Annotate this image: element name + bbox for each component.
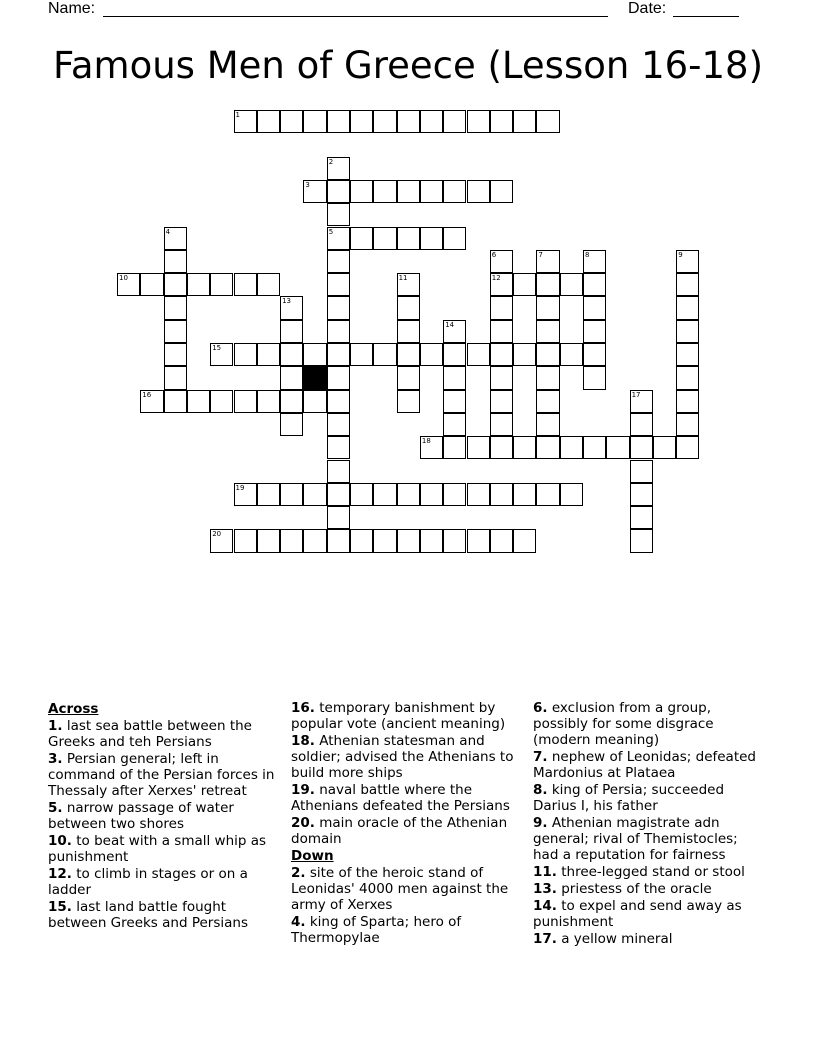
grid-cell[interactable]: [327, 157, 350, 180]
grid-cell[interactable]: [583, 320, 606, 343]
grid-cell[interactable]: [490, 390, 513, 413]
grid-cell[interactable]: [303, 110, 326, 133]
grid-cell[interactable]: [583, 366, 606, 389]
grid-cell[interactable]: [373, 343, 396, 366]
grid-cell[interactable]: [280, 366, 303, 389]
down-clue: 8. king of Persia; succeeded Darius I, his father: [533, 782, 725, 814]
grid-cell[interactable]: [327, 180, 350, 203]
grid-cell[interactable]: [676, 343, 699, 366]
grid-cell[interactable]: [630, 460, 653, 483]
grid-cell[interactable]: [234, 273, 257, 296]
grid-cell[interactable]: [676, 296, 699, 319]
grid-cell[interactable]: [536, 343, 559, 366]
grid-cell[interactable]: [443, 390, 466, 413]
grid-cell[interactable]: [327, 343, 350, 366]
grid-cell[interactable]: [327, 460, 350, 483]
grid-cell[interactable]: [420, 529, 443, 552]
grid-cell[interactable]: [490, 483, 513, 506]
grid-cell[interactable]: [234, 529, 257, 552]
across-clue: 12. to climb in stages or on a ladder: [48, 866, 248, 898]
clue-number: 12: [491, 274, 501, 283]
grid-cell[interactable]: [653, 436, 676, 459]
grid-cell[interactable]: [583, 296, 606, 319]
down-clue: 4. king of Sparta; hero of Thermopylae: [291, 914, 462, 946]
grid-cell[interactable]: [676, 250, 699, 273]
grid-cell[interactable]: [513, 529, 536, 552]
across-clue: 15. last land battle fought between Greeks and Persians: [48, 899, 248, 931]
grid-cell[interactable]: [397, 366, 420, 389]
grid-cell[interactable]: [257, 483, 280, 506]
grid-cell[interactable]: [443, 529, 466, 552]
grid-cell[interactable]: [397, 390, 420, 413]
clue-list: [48, 700, 778, 960]
grid-cell[interactable]: [140, 273, 163, 296]
name-label: Name:: [48, 0, 96, 17]
clue-number: 8: [585, 250, 590, 259]
grid-cell[interactable]: [583, 343, 606, 366]
across-clue: 16. temporary banishment by popular vote (ancient meaning): [291, 700, 506, 732]
grid-cell[interactable]: [606, 436, 629, 459]
grid-cell[interactable]: [280, 529, 303, 552]
grid-cell[interactable]: [630, 483, 653, 506]
grid-cell[interactable]: [397, 273, 420, 296]
grid-cell[interactable]: [536, 366, 559, 389]
grid-cell[interactable]: [676, 436, 699, 459]
grid-cell[interactable]: [443, 320, 466, 343]
grid-cell[interactable]: [420, 483, 443, 506]
clue-number: 11: [398, 274, 408, 283]
grid-cell[interactable]: [350, 227, 373, 250]
grid-cell[interactable]: [467, 436, 490, 459]
grid-cell[interactable]: [490, 250, 513, 273]
clue-number: 9: [678, 250, 683, 259]
down-clue: 17. a yellow mineral: [533, 931, 673, 947]
clue-column-2: [291, 700, 523, 946]
grid-cell[interactable]: [420, 436, 443, 459]
grid-cell[interactable]: [373, 180, 396, 203]
grid-cell[interactable]: [327, 296, 350, 319]
grid-cell[interactable]: [583, 436, 606, 459]
grid-cell[interactable]: [187, 273, 210, 296]
grid-cell[interactable]: [327, 366, 350, 389]
across-clue: 1. last sea battle between the Greeks and teh Persians: [48, 718, 252, 750]
grid-cell[interactable]: [327, 203, 350, 226]
grid-cell[interactable]: [536, 320, 559, 343]
grid-cell[interactable]: [676, 366, 699, 389]
grid-cell[interactable]: [443, 366, 466, 389]
grid-cell[interactable]: [513, 483, 536, 506]
grid-cell[interactable]: [350, 529, 373, 552]
grid-cell[interactable]: [536, 390, 559, 413]
down-heading: Down: [291, 848, 334, 864]
grid-cell[interactable]: [164, 227, 187, 250]
grid-cell[interactable]: [373, 227, 396, 250]
grid-cell[interactable]: [164, 366, 187, 389]
grid-cell[interactable]: [443, 436, 466, 459]
grid-cell[interactable]: [467, 343, 490, 366]
grid-cell[interactable]: [210, 273, 233, 296]
grid-cell[interactable]: [350, 483, 373, 506]
clue-number: 5: [328, 227, 334, 236]
grid-cell[interactable]: [280, 483, 303, 506]
grid-cell[interactable]: [630, 436, 653, 459]
grid-cell[interactable]: [420, 343, 443, 366]
down-clue: 13. priestess of the oracle: [533, 881, 712, 897]
grid-cell[interactable]: [630, 529, 653, 552]
grid-cell[interactable]: [280, 110, 303, 133]
grid-cell[interactable]: [676, 320, 699, 343]
grid-cell[interactable]: [560, 343, 583, 366]
grid-cell[interactable]: [327, 529, 350, 552]
grid-cell[interactable]: [280, 390, 303, 413]
grid-cell[interactable]: [257, 390, 280, 413]
grid-cell[interactable]: [490, 366, 513, 389]
grid-cell[interactable]: [536, 296, 559, 319]
grid-cell[interactable]: [583, 273, 606, 296]
grid-cell[interactable]: [140, 390, 163, 413]
grid-cell[interactable]: [397, 227, 420, 250]
across-clue: 18. Athenian statesman and soldier; advised the Athenians to build more ships: [291, 733, 514, 781]
grid-cell[interactable]: [443, 413, 466, 436]
grid-cell[interactable]: [420, 227, 443, 250]
grid-cell[interactable]: [490, 273, 513, 296]
clue-column-3: [533, 700, 765, 947]
clue-number: 4: [165, 227, 171, 236]
grid-cell[interactable]: [536, 273, 559, 296]
grid-cell[interactable]: [467, 110, 490, 133]
clue-number: 1: [235, 111, 240, 119]
grid-cell[interactable]: [373, 110, 396, 133]
grid-cell[interactable]: [187, 390, 210, 413]
grid-cell[interactable]: [536, 110, 559, 133]
grid-cell[interactable]: [257, 273, 280, 296]
grid-cell[interactable]: [327, 110, 350, 133]
grid-cell[interactable]: [536, 250, 559, 273]
grid-cell[interactable]: [327, 483, 350, 506]
grid-cell[interactable]: [350, 110, 373, 133]
grid-cell[interactable]: [443, 343, 466, 366]
grid-cell[interactable]: [327, 273, 350, 296]
grid-cell[interactable]: [397, 343, 420, 366]
grid-cell[interactable]: [560, 436, 583, 459]
grid-cell[interactable]: [164, 273, 187, 296]
grid-cell[interactable]: [513, 343, 536, 366]
grid-cell[interactable]: [536, 436, 559, 459]
grid-cell[interactable]: [513, 110, 536, 133]
grid-cell[interactable]: [373, 483, 396, 506]
grid-cell[interactable]: [467, 180, 490, 203]
grid-cell[interactable]: [164, 390, 187, 413]
page-title: Famous Men of Greece (Lesson 16-18): [52, 44, 764, 87]
clue-number: 7: [538, 250, 543, 259]
clue-number: 16: [142, 390, 152, 399]
grid-cell[interactable]: [350, 180, 373, 203]
clue-column-1: [48, 700, 280, 931]
grid-cell[interactable]: [490, 413, 513, 436]
grid-cell[interactable]: [234, 483, 257, 506]
grid-cell[interactable]: [397, 320, 420, 343]
grid-cell[interactable]: [327, 320, 350, 343]
grid-cell[interactable]: [676, 273, 699, 296]
grid-cell[interactable]: [443, 110, 466, 133]
grid-cell[interactable]: [234, 110, 257, 133]
clue-number: 6: [491, 250, 497, 259]
across-heading: Across: [48, 701, 99, 717]
grid-cell[interactable]: [280, 343, 303, 366]
grid-cell[interactable]: [420, 110, 443, 133]
grid-cell[interactable]: [583, 250, 606, 273]
grid-cell[interactable]: [234, 343, 257, 366]
grid-cell[interactable]: [443, 227, 466, 250]
grid-cell[interactable]: [467, 483, 490, 506]
clue-number: 13: [282, 297, 292, 306]
across-clue: 20. main oracle of the Athenian domain: [291, 815, 508, 847]
grid-cell[interactable]: [397, 483, 420, 506]
grid-cell[interactable]: [397, 180, 420, 203]
clue-number: 20: [212, 530, 222, 539]
grid-cell[interactable]: [536, 483, 559, 506]
grid-cell[interactable]: [513, 273, 536, 296]
clue-number: 18: [421, 437, 431, 446]
grid-cell[interactable]: [117, 273, 140, 296]
down-clue: 7. nephew of Leonidas; defeated Mardonius at Plataea: [533, 749, 757, 781]
grid-cell[interactable]: [490, 296, 513, 319]
clue-number: 2: [328, 157, 334, 166]
grid-cell[interactable]: [420, 180, 443, 203]
grid-cell[interactable]: [676, 413, 699, 436]
date-label: Date:: [628, 0, 667, 17]
grid-cell[interactable]: [327, 227, 350, 250]
grid-cell[interactable]: [350, 343, 373, 366]
grid-cell[interactable]: [490, 436, 513, 459]
down-clue: 11. three-legged stand or stool: [533, 864, 745, 880]
grid-cell[interactable]: [513, 436, 536, 459]
grid-cell[interactable]: [676, 390, 699, 413]
grid-cell[interactable]: [490, 529, 513, 552]
across-clue: 3. Persian general; left in command of the Persian forces in Thessaly after Xerxes' retreat: [48, 751, 275, 799]
grid-cell[interactable]: [560, 273, 583, 296]
grid-cell[interactable]: [303, 180, 326, 203]
grid-cell[interactable]: [210, 343, 233, 366]
grid-cell[interactable]: [443, 180, 466, 203]
grid-cell[interactable]: [327, 436, 350, 459]
grid-cell[interactable]: [327, 506, 350, 529]
down-clue: 9. Athenian magistrate adn general; rival of Themistocles; had a reputation for fairness: [533, 815, 738, 863]
grid-cell[interactable]: [536, 413, 559, 436]
grid-cell[interactable]: [630, 390, 653, 413]
grid-cell[interactable]: [303, 390, 326, 413]
grid-cell[interactable]: [280, 413, 303, 436]
clue-number: 15: [212, 344, 222, 352]
grid-cell[interactable]: [397, 296, 420, 319]
across-clue: 10. to beat with a small whip as punishment: [48, 833, 267, 865]
grid-block: [303, 366, 326, 389]
grid-cell[interactable]: [164, 250, 187, 273]
grid-cell[interactable]: [210, 390, 233, 413]
grid-cell[interactable]: [164, 343, 187, 366]
grid-cell[interactable]: [490, 343, 513, 366]
grid-cell[interactable]: [327, 250, 350, 273]
clue-number: 10: [119, 274, 128, 283]
grid-cell[interactable]: [397, 110, 420, 133]
grid-cell[interactable]: [467, 529, 490, 552]
grid-cell[interactable]: [397, 529, 420, 552]
grid-cell[interactable]: [257, 110, 280, 133]
grid-cell[interactable]: [373, 529, 396, 552]
grid-cell[interactable]: [257, 529, 280, 552]
grid-cell[interactable]: [630, 506, 653, 529]
across-clue: 19. naval battle where the Athenians defeated the Persians: [291, 782, 510, 814]
grid-cell[interactable]: [443, 483, 466, 506]
grid-cell[interactable]: [327, 413, 350, 436]
grid-cell[interactable]: [630, 413, 653, 436]
grid-cell[interactable]: [164, 296, 187, 319]
grid-cell[interactable]: [490, 320, 513, 343]
across-clue: 5. narrow passage of water between two shores: [48, 800, 234, 832]
clue-number: 19: [235, 483, 245, 492]
grid-cell[interactable]: [280, 320, 303, 343]
clue-number: 14: [445, 320, 455, 329]
clue-number: 17: [631, 390, 641, 399]
down-clue: 14. to expel and send away as punishment: [533, 898, 742, 930]
grid-cell[interactable]: [164, 320, 187, 343]
grid-cell[interactable]: [210, 529, 233, 552]
grid-cell[interactable]: [327, 390, 350, 413]
grid-cell[interactable]: [303, 343, 326, 366]
down-clue: 6. exclusion from a group, possibly for some disgrace (modern meaning): [533, 700, 714, 748]
grid-cell[interactable]: [303, 529, 326, 552]
grid-cell[interactable]: [234, 390, 257, 413]
clue-number: 3: [305, 180, 310, 189]
grid-cell[interactable]: [303, 483, 326, 506]
grid-cell[interactable]: [560, 483, 583, 506]
grid-cell[interactable]: [490, 110, 513, 133]
down-clue: 2. site of the heroic stand of Leonidas' 4000 men against the army of Xerxes: [291, 865, 509, 913]
grid-cell[interactable]: [280, 296, 303, 319]
grid-cell[interactable]: [257, 343, 280, 366]
grid-cell[interactable]: [490, 180, 513, 203]
